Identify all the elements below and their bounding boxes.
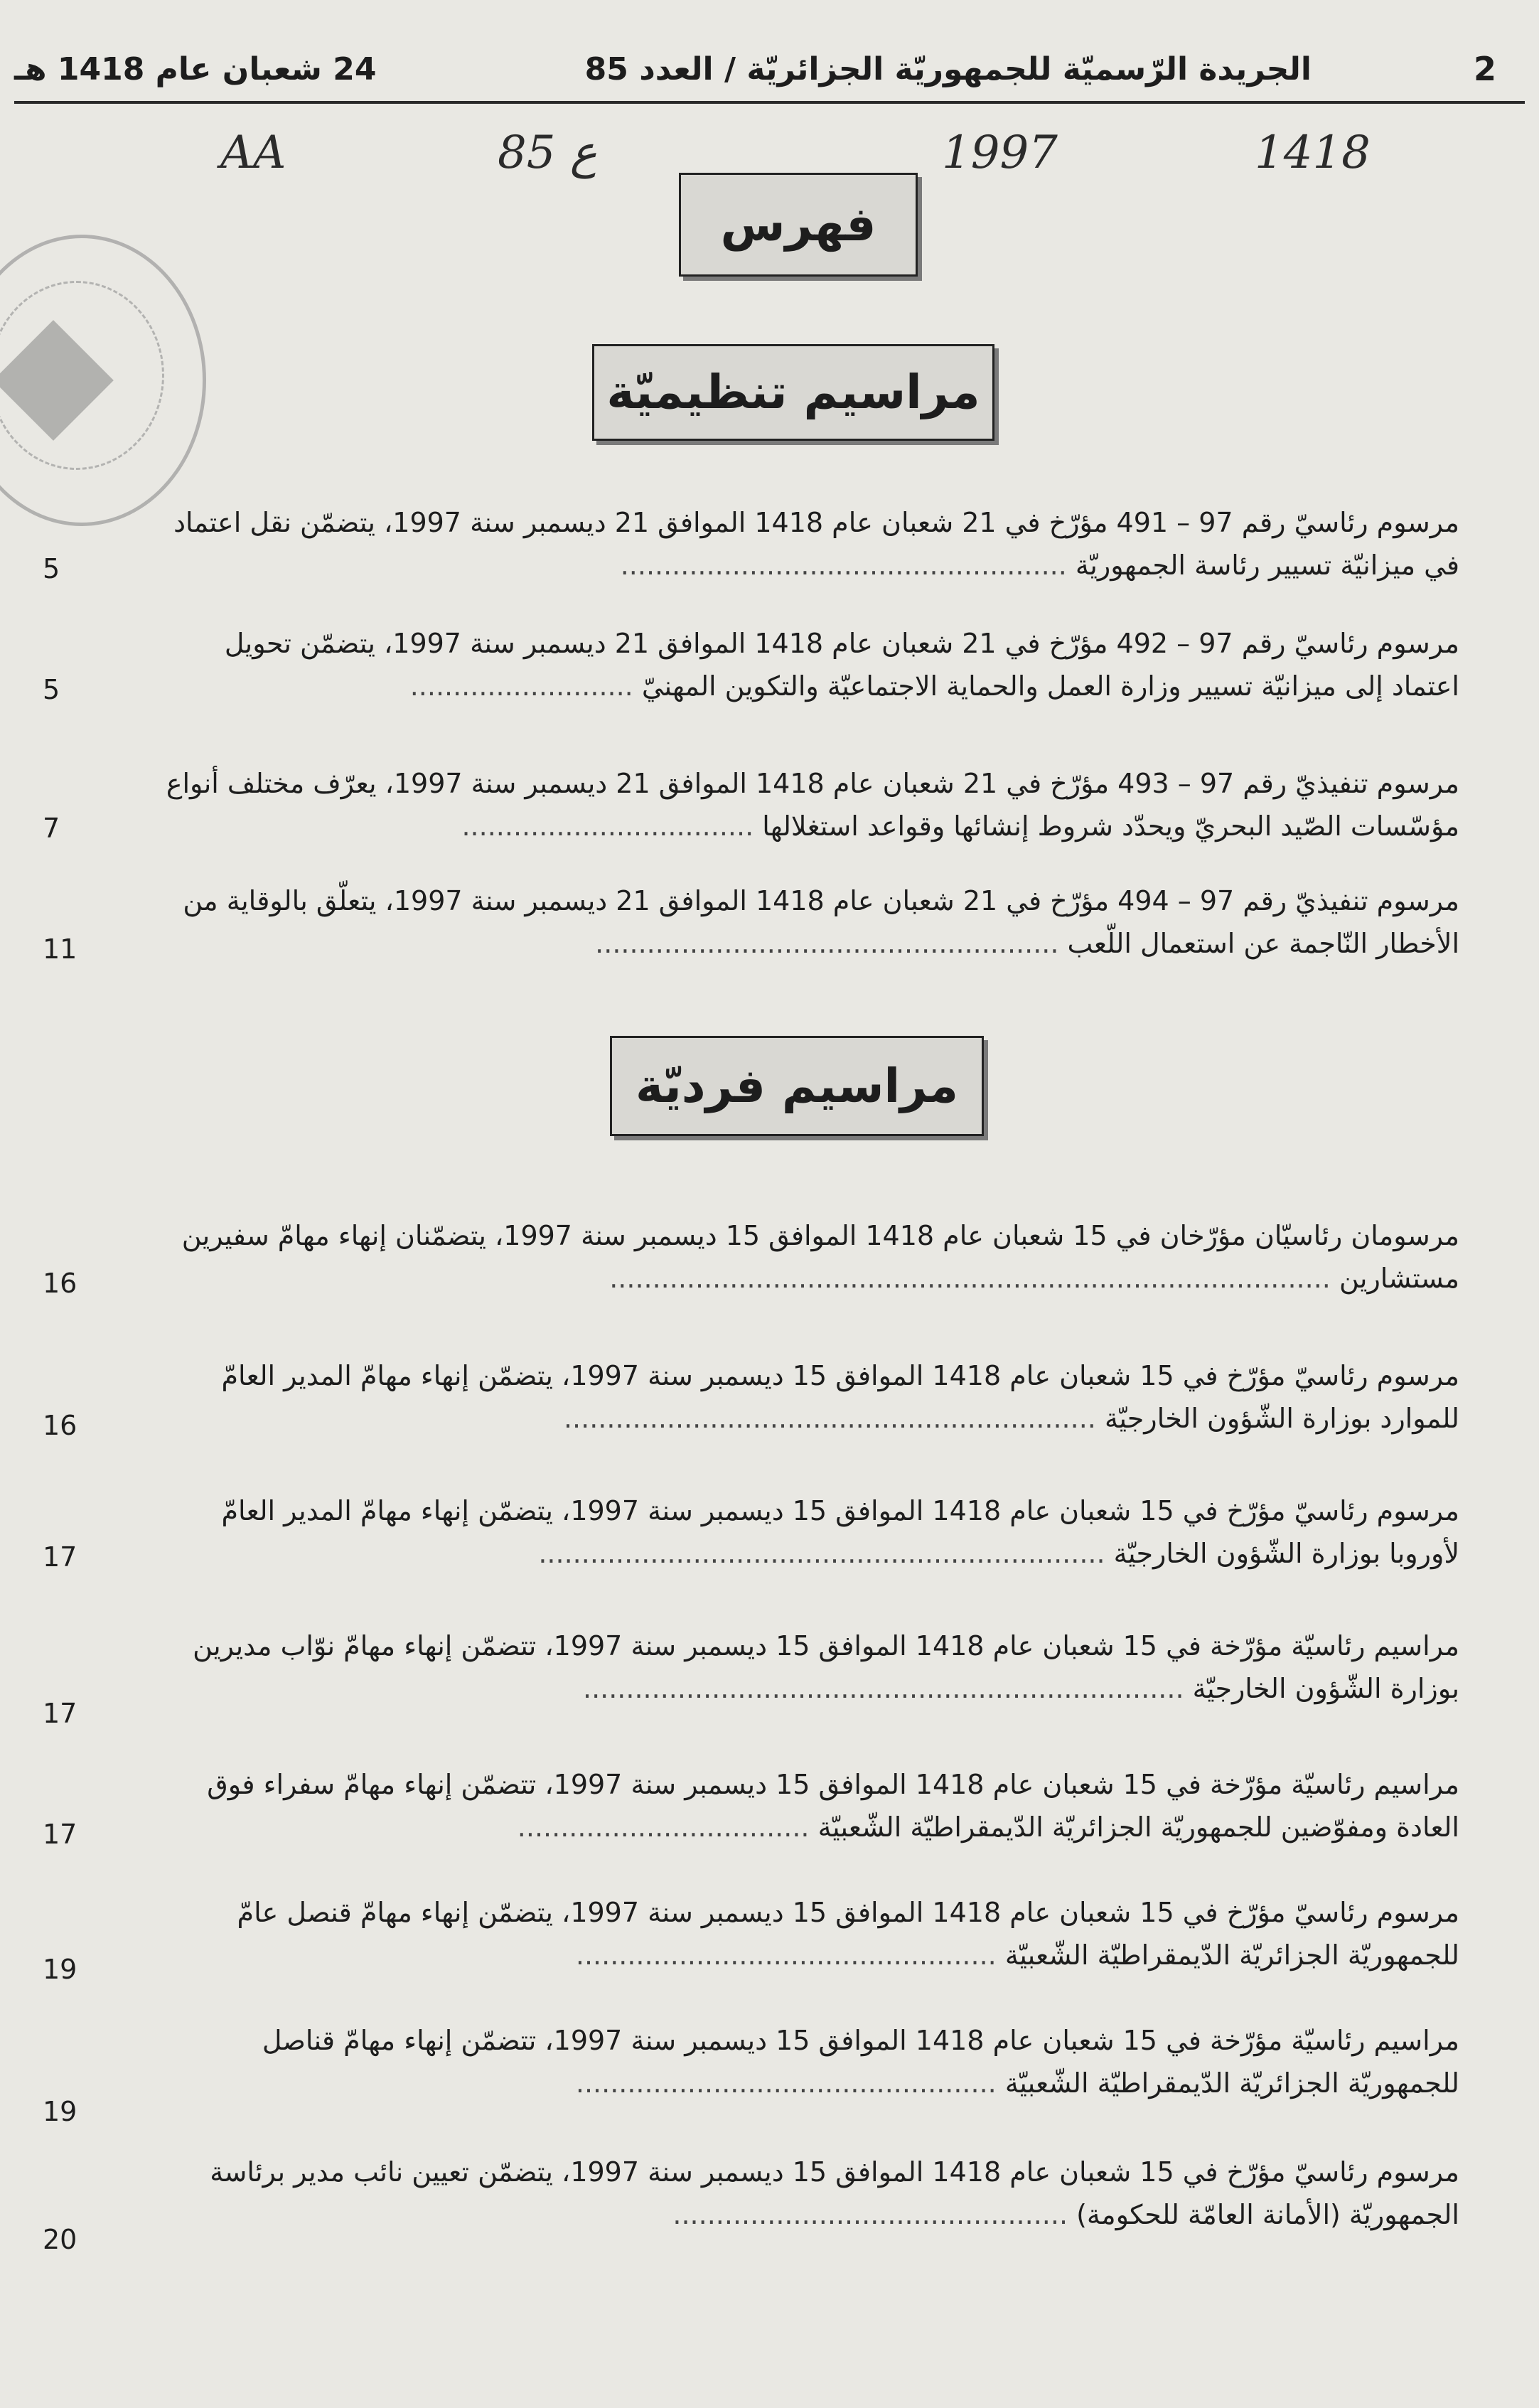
entry-page-number: 19 bbox=[43, 2096, 77, 2127]
entry-line-2-text: بوزارة الشّؤون الخارجيّة bbox=[1192, 1673, 1459, 1704]
entry-page-number: 17 bbox=[43, 1819, 77, 1850]
toc-entry bbox=[43, 501, 1459, 587]
leader-dots: .................................................................................... bbox=[609, 1263, 1339, 1294]
handwritten-note-year2: 1418 bbox=[1255, 127, 1371, 179]
entry-page-number: 5 bbox=[43, 674, 60, 705]
entry-line-1: مرسوم رئاسيّ رقم 97 – 492 مؤرّخ في 21 شعبان عام 1418 الموافق 21 ديسمبر سنة 1997، يتضمّن تحويل bbox=[224, 628, 1459, 659]
entry-line-2-text: في ميزانيّة تسيير رئاسة الجمهوريّة bbox=[1075, 550, 1459, 581]
section-title-box-individual bbox=[610, 1036, 984, 1136]
toc-entry bbox=[43, 1354, 1459, 1440]
entry-line-2 bbox=[43, 1532, 1459, 1575]
entry-line-2 bbox=[43, 1806, 1459, 1848]
entry-page-number: 16 bbox=[43, 1268, 77, 1299]
toc-entry bbox=[43, 1489, 1459, 1575]
toc-entry bbox=[43, 2151, 1459, 2236]
entry-line-2-text: مستشارين bbox=[1339, 1263, 1459, 1294]
section-title-box-regulatory bbox=[592, 344, 994, 441]
toc-title-box bbox=[679, 173, 918, 277]
entry-line-2-text: للجمهوريّة الجزائريّة الدّيمقراطيّة الشّعبيّة bbox=[1004, 2067, 1459, 2099]
leader-dots: .................................................................. bbox=[538, 1538, 1114, 1569]
entry-line-2 bbox=[43, 2062, 1459, 2104]
leader-dots: ................................................. bbox=[575, 2067, 1005, 2099]
official-stamp bbox=[0, 235, 206, 526]
handwritten-note-issue: 85 ع bbox=[498, 127, 597, 179]
entry-line-1: مرسوم رئاسيّ مؤرّخ في 15 شعبان عام 1418 الموافق 15 ديسمبر سنة 1997، يتضمّن إنهاء مهامّ المدير العامّ bbox=[221, 1495, 1459, 1526]
entry-line-2 bbox=[43, 805, 1459, 847]
entry-line-1: مرسوم رئاسيّ مؤرّخ في 15 شعبان عام 1418 الموافق 15 ديسمبر سنة 1997، يتضمّن إنهاء مهامّ قنصل عامّ bbox=[237, 1897, 1459, 1928]
entry-line-2 bbox=[43, 1667, 1459, 1710]
entry-line-2-text: العادة ومفوّضين للجمهوريّة الجزائريّة الدّيمقراطيّة الشّعبيّة bbox=[817, 1812, 1459, 1843]
toc-entry bbox=[43, 2019, 1459, 2104]
entry-line-2 bbox=[43, 665, 1459, 707]
entry-line-2-text: للموارد بوزارة الشّؤون الخارجيّة bbox=[1104, 1403, 1459, 1434]
entry-line-1: مرسوم رئاسيّ مؤرّخ في 15 شعبان عام 1418 الموافق 15 ديسمبر سنة 1997، يتضمّن تعيين نائب مدير برئاسة bbox=[210, 2156, 1459, 2188]
leader-dots: ...................................................... bbox=[595, 928, 1068, 959]
entry-line-2-text: الجمهوريّة (الأمانة العامّة للحكومة) bbox=[1076, 2199, 1459, 2230]
entry-line-1: مرسوم رئاسيّ رقم 97 – 491 مؤرّخ في 21 شعبان عام 1418 الموافق 21 ديسمبر سنة 1997، يتضمّن نقل اعتماد bbox=[173, 507, 1459, 538]
entry-line-1: مرسوم تنفيذيّ رقم 97 – 494 مؤرّخ في 21 شعبان عام 1418 الموافق 21 ديسمبر سنة 1997، يتعلّق بالوقاية من bbox=[183, 885, 1459, 916]
leader-dots: ...................................................................... bbox=[582, 1673, 1193, 1704]
entry-line-1: مرسوم رئاسيّ مؤرّخ في 15 شعبان عام 1418 الموافق 15 ديسمبر سنة 1997، يتضمّن إنهاء مهامّ المدير العامّ bbox=[221, 1360, 1459, 1391]
header-title: الجريدة الرّسميّة للجمهوريّة الجزائريّة / العدد 85 bbox=[584, 51, 1312, 87]
entry-page-number: 11 bbox=[43, 933, 77, 965]
page-header bbox=[14, 44, 1525, 104]
leader-dots: .......................... bbox=[409, 670, 642, 702]
toc-entry bbox=[43, 879, 1459, 965]
header-date: 24 شعبان عام 1418 هـ bbox=[14, 51, 377, 87]
toc-entry bbox=[43, 1625, 1459, 1710]
toc-entry bbox=[43, 1763, 1459, 1848]
entry-line-2-text: الأخطار النّاجمة عن استعمال اللّعب bbox=[1067, 928, 1459, 959]
entry-page-number: 7 bbox=[43, 813, 60, 844]
toc-entry bbox=[43, 762, 1459, 847]
entry-line-2 bbox=[43, 1257, 1459, 1300]
entry-page-number: 19 bbox=[43, 1954, 77, 1985]
section-title: مراسيم فرديّة bbox=[635, 1059, 959, 1113]
leader-dots: .................................................... bbox=[620, 550, 1076, 581]
entry-page-number: 20 bbox=[43, 2224, 77, 2255]
handwritten-note-left: AA bbox=[220, 127, 286, 179]
toc-entry bbox=[43, 1214, 1459, 1300]
entry-page-number: 17 bbox=[43, 1541, 77, 1573]
toc-entry bbox=[43, 1891, 1459, 1976]
entry-line-2-text: اعتماد إلى ميزانيّة تسيير وزارة العمل والحماية الاجتماعيّة والتكوين المهنيّ bbox=[641, 670, 1459, 702]
entry-line-2 bbox=[43, 544, 1459, 587]
toc-title: فهرس bbox=[720, 197, 876, 252]
entry-page-number: 5 bbox=[43, 553, 60, 584]
entry-line-1: مراسيم رئاسيّة مؤرّخة في 15 شعبان عام 1418 الموافق 15 ديسمبر سنة 1997، تتضمّن إنهاء مهامّ نوّاب مديرين bbox=[193, 1630, 1459, 1661]
handwritten-note-year1: 1997 bbox=[942, 127, 1058, 179]
leader-dots: ................................................. bbox=[575, 1939, 1005, 1971]
leader-dots: .............................................. bbox=[672, 2199, 1077, 2230]
toc-entry bbox=[43, 622, 1459, 707]
header-page-number: 2 bbox=[1473, 50, 1496, 88]
entry-line-2 bbox=[43, 1397, 1459, 1440]
entry-line-2-text: مؤسّسات الصّيد البحريّ ويحدّد شروط إنشائها وقواعد استغلالها bbox=[762, 810, 1459, 842]
leader-dots: .................................. bbox=[461, 810, 763, 842]
entry-page-number: 17 bbox=[43, 1698, 77, 1729]
entry-line-1: مرسومان رئاسيّان مؤرّخان في 15 شعبان عام 1418 الموافق 15 ديسمبر سنة 1997، يتضمّنان إنهاء مهامّ سفيرين bbox=[181, 1220, 1459, 1251]
leader-dots: .................................. bbox=[517, 1812, 818, 1843]
entry-line-2-text: للجمهوريّة الجزائريّة الدّيمقراطيّة الشّعبيّة bbox=[1004, 1939, 1459, 1971]
entry-page-number: 16 bbox=[43, 1410, 77, 1441]
entry-line-2 bbox=[43, 1934, 1459, 1976]
section-title: مراسيم تنظيميّة bbox=[606, 365, 980, 419]
leader-dots: .............................................................. bbox=[563, 1403, 1105, 1434]
entry-line-1: مرسوم تنفيذيّ رقم 97 – 493 مؤرّخ في 21 شعبان عام 1418 الموافق 21 ديسمبر سنة 1997، يعرّف مختلف أنواع bbox=[166, 768, 1459, 799]
entry-line-2-text: لأوروبا بوزارة الشّؤون الخارجيّة bbox=[1113, 1538, 1459, 1569]
entry-line-1: مراسيم رئاسيّة مؤرّخة في 15 شعبان عام 1418 الموافق 15 ديسمبر سنة 1997، تتضمّن إنهاء مهامّ قناصل bbox=[262, 2025, 1459, 2056]
entry-line-1: مراسيم رئاسيّة مؤرّخة في 15 شعبان عام 1418 الموافق 15 ديسمبر سنة 1997، تتضمّن إنهاء مهامّ سفراء فوق bbox=[207, 1769, 1459, 1800]
entry-line-2 bbox=[43, 2193, 1459, 2236]
entry-line-2 bbox=[43, 922, 1459, 965]
